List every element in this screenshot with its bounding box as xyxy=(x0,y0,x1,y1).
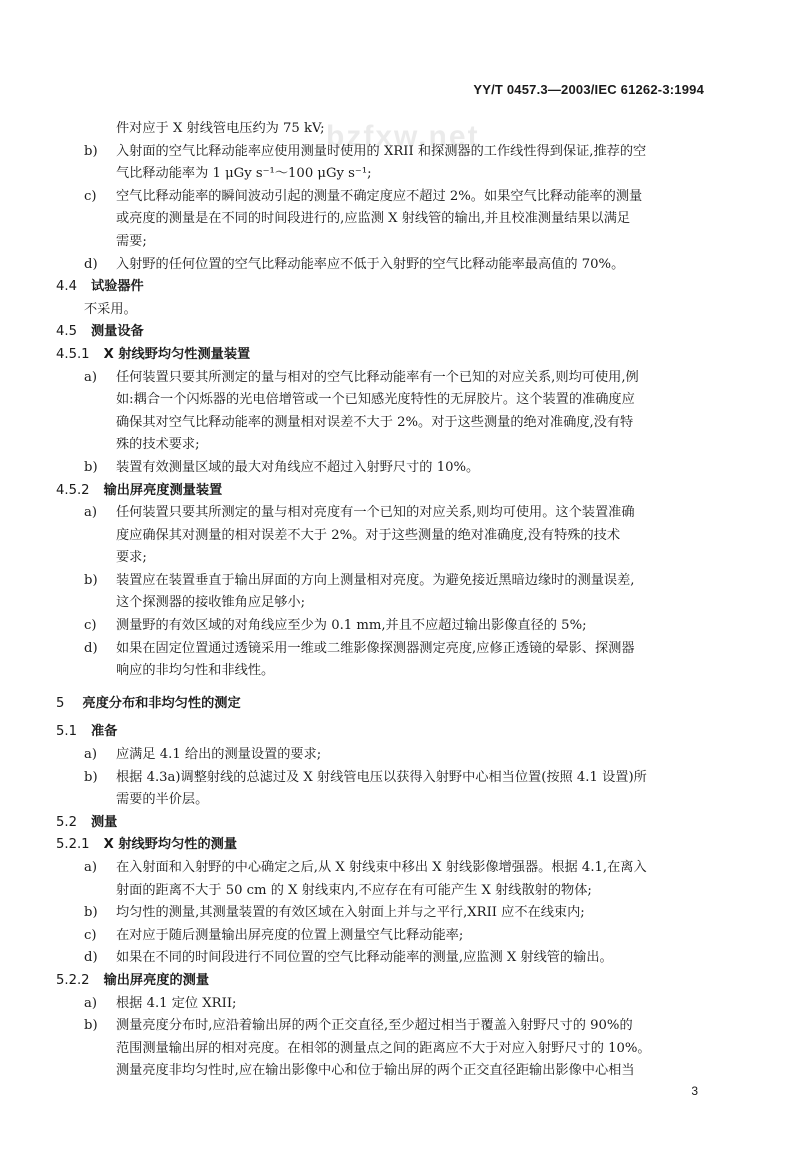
list-item xyxy=(56,947,716,970)
list-marker: a) xyxy=(84,505,98,521)
continuation-text: 度应确保其对测量的相对误差不大于 2%。对于这些测量的绝对准确度,没有特殊的技术 xyxy=(116,527,621,543)
list-item xyxy=(56,767,716,790)
list-item-text: 均匀性的测量,其测量装置的有效区域在入射面上并与之平行,XRII 应不在线束内; xyxy=(116,905,585,921)
list-item xyxy=(56,254,716,277)
list-item-text: 如果在固定位置通过透镜采用一维或二维影像探测器测定亮度,应修正透镜的晕影、探测器 xyxy=(116,640,635,656)
list-marker: d) xyxy=(84,950,98,966)
list-item-text: 入射野的任何位置的空气比释动能率应不低于入射野的空气比释动能率最高值的 70%。 xyxy=(116,256,625,272)
continuation-text: 如:耦合一个闪烁器的光电倍增管或一个已知感光度特性的无屏胶片。这个装置的准确度应 xyxy=(116,392,635,408)
list-item-text: 测量亮度分布时,应沿着输出屏的两个正交直径,至少超过相当于覆盖入射野尺寸的 90%的 xyxy=(116,1018,633,1034)
list-item-text: 根据 4.1 定位 XRII; xyxy=(116,995,237,1011)
continuation-line xyxy=(56,880,716,903)
section-heading xyxy=(56,480,716,503)
list-item xyxy=(56,457,716,480)
paragraph-text: 不采用。 xyxy=(84,301,137,317)
list-marker: c) xyxy=(84,927,97,943)
continuation-text: 要求; xyxy=(116,550,147,566)
list-item-text: 在对应于随后测量输出屏亮度的位置上测量空气比释动能率; xyxy=(116,927,464,943)
continuation-line xyxy=(56,1060,716,1083)
section-number: 5 xyxy=(56,695,65,711)
list-item-text: 装置应在装置垂直于输出屏面的方向上测量相对亮度。为避免接近黑暗边缘时的测量误差, xyxy=(116,572,635,588)
list-marker: a) xyxy=(84,747,98,763)
list-item-text: 应满足 4.1 给出的测量设置的要求; xyxy=(116,747,322,763)
list-marker: a) xyxy=(84,860,98,875)
list-marker: b) xyxy=(84,143,98,159)
continuation-text: 确保其对空气比释动能率的测量相对误差不大于 2%。对于这些测量的绝对准确度,没有特 xyxy=(116,414,634,430)
list-item xyxy=(56,615,716,638)
list-item xyxy=(56,1015,716,1038)
list-marker: d) xyxy=(84,640,98,656)
list-marker: c) xyxy=(84,618,97,634)
list-item xyxy=(56,638,716,661)
section-title: 亮度分布和非均匀性的测定 xyxy=(82,695,241,711)
section-title: 输出屏亮度的测量 xyxy=(103,972,210,988)
list-marker: b) xyxy=(84,769,98,785)
section-heading xyxy=(56,344,716,367)
section-number: 4.5 xyxy=(56,324,77,340)
section-title: X 射线野均匀性的测量 xyxy=(103,837,238,853)
section-number: 5.2.1 xyxy=(56,837,90,853)
list-marker: a) xyxy=(84,995,98,1011)
page-number: 3 xyxy=(691,1084,698,1098)
list-item-text: 任何装置只要其所测定的量与相对的空气比释动能率有一个已知的对应关系,则均可使用,例 xyxy=(116,369,639,385)
section-title: X 射线野均匀性测量装置 xyxy=(103,346,251,362)
section-heading xyxy=(56,834,716,857)
list-item xyxy=(56,141,716,164)
section-number: 4.5.1 xyxy=(56,346,90,362)
continuation-text: 响应的非均匀性和非线性。 xyxy=(116,663,275,679)
paragraph xyxy=(56,299,716,322)
continuation-line xyxy=(56,412,716,435)
section-number: 5.2.2 xyxy=(56,972,90,988)
list-item-text: 入射面的空气比释动能率应使用测量时使用的 XRII 和探测器的工作线性得到保证,推荐的空 xyxy=(116,143,647,159)
standard-code-header: YY/T 0457.3—2003/IEC 61262-3:1994 xyxy=(473,82,704,97)
watermark-logo: bzfxw.net xyxy=(326,120,480,153)
section-title: 试验器件 xyxy=(90,279,144,295)
continuation-line xyxy=(56,208,716,231)
continuation-line xyxy=(56,789,716,812)
section-number: 5.1 xyxy=(56,724,77,740)
continuation-line xyxy=(56,231,716,254)
section-number: 5.2 xyxy=(56,814,77,830)
document-body xyxy=(56,118,716,1083)
section-title: 测量 xyxy=(90,814,118,830)
continuation-text: 或亮度的测量是在不同的时间段进行的,应监测 X 射线管的输出,并且校准测量结果以满足 xyxy=(116,211,631,227)
continuation-line xyxy=(56,434,716,457)
list-item-text: 测量野的有效区域的对角线应至少为 0.1 mm,并且不应超过输出影像直径的 5%; xyxy=(116,618,587,634)
list-item-text: 空气比释动能率的瞬间波动引起的测量不确定度应不超过 2%。如果空气比释动能率的测量 xyxy=(116,188,643,204)
continuation-text: 范围测量输出屏的相对亮度。在相邻的测量点之间的距离应不大于对应入射野尺寸的 10%。 xyxy=(116,1040,651,1056)
continuation-text: 需要的半价层。 xyxy=(116,792,209,808)
section-heading xyxy=(56,970,716,993)
list-marker: b) xyxy=(84,459,98,475)
section-number: 4.5.2 xyxy=(56,482,90,498)
list-item-text: 装置有效测量区域的最大对角线应不超过入射野尺寸的 10%。 xyxy=(116,459,480,475)
continuation-text: 件对应于 X 射线管电压约为 75 kV; xyxy=(116,121,325,136)
list-marker: d) xyxy=(84,256,98,272)
list-item xyxy=(56,993,716,1016)
continuation-line xyxy=(56,389,716,412)
list-marker: a) xyxy=(84,369,98,385)
continuation-text: 气比释动能率为 1 μGy s⁻¹～100 μGy s⁻¹; xyxy=(116,166,372,182)
list-item xyxy=(56,570,716,593)
continuation-text: 射面的距离不大于 50 cm 的 X 射线束内,不应存在有可能产生 X 射线散射的物体; xyxy=(116,882,592,898)
continuation-line xyxy=(56,592,716,615)
continuation-text: 殊的技术要求; xyxy=(116,437,200,453)
list-marker: b) xyxy=(84,1018,98,1034)
section-heading xyxy=(56,812,716,835)
continuation-text: 这个探测器的接收锥角应足够小; xyxy=(116,595,306,611)
section-title: 输出屏亮度测量装置 xyxy=(103,482,223,498)
section-heading xyxy=(56,321,716,344)
list-item xyxy=(56,186,716,209)
section-title: 测量设备 xyxy=(90,324,144,340)
continuation-line xyxy=(56,525,716,548)
list-marker: b) xyxy=(84,572,98,588)
continuation-line xyxy=(56,118,716,141)
list-item xyxy=(56,925,716,948)
list-item xyxy=(56,857,716,880)
list-marker: c) xyxy=(84,188,97,204)
continuation-line xyxy=(56,660,716,683)
list-item xyxy=(56,902,716,925)
section-heading xyxy=(56,276,716,299)
continuation-line xyxy=(56,163,716,186)
section-title: 准备 xyxy=(90,724,118,740)
list-item-text: 任何装置只要其所测定的量与相对亮度有一个已知的对应关系,则均可使用。这个装置准确 xyxy=(116,505,635,521)
continuation-text: 测量亮度非均匀性时,应在输出影像中心和位于输出屏的两个正交直径距输出影像中心相当 xyxy=(116,1063,635,1079)
list-item xyxy=(56,367,716,390)
section-heading xyxy=(56,721,716,744)
section-number: 4.4 xyxy=(56,279,77,295)
list-item xyxy=(56,744,716,767)
continuation-text: 需要; xyxy=(116,233,147,249)
chapter-heading xyxy=(56,693,716,716)
list-item xyxy=(56,502,716,525)
list-item-text: 如果在不同的时间段进行不同位置的空气比释动能率的测量,应监测 X 射线管的输出。 xyxy=(116,950,613,966)
list-item-text: 在入射面和入射野的中心确定之后,从 X 射线束中移出 X 射线影像增强器。根据 4.1,在离入 xyxy=(116,860,647,875)
continuation-line xyxy=(56,547,716,570)
continuation-line xyxy=(56,1038,716,1061)
list-marker: b) xyxy=(84,905,98,921)
list-item-text: 根据 4.3a)调整射线的总滤过及 X 射线管电压以获得入射野中心相当位置(按照 4.1 设置)所 xyxy=(116,769,647,785)
